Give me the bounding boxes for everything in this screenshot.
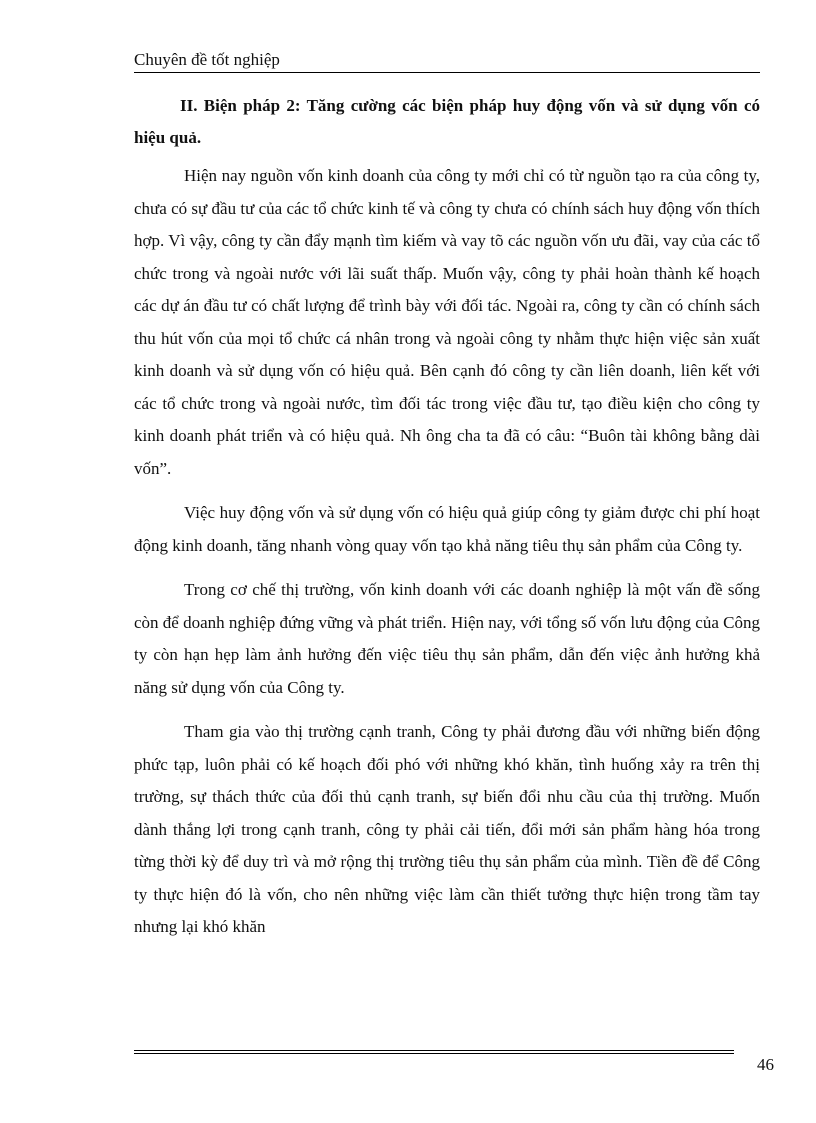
paragraph-2: Việc huy động vốn và sử dụng vốn có hiệu quả giúp công ty giảm được chi phí hoạt động kinh doanh, tăng nhanh vòng quay vốn tạo khả năng tiêu thụ sản phẩm của Công ty. bbox=[134, 503, 760, 555]
header-title: Chuyên đề tốt nghiệp bbox=[134, 50, 280, 69]
paragraph-1: Hiện nay nguồn vốn kinh doanh của công ty mới chỉ có từ nguồn tạo ra của công ty, chưa có sự đầu tư của các tổ chức kinh tế và công ty chưa có chính sách huy động vốn thích hợp. Vì vậy, công ty cần đẩy mạnh tìm kiếm và vay tõ các nguồn vốn ưu đãi, vay của các tổ chức trong và ngoài nước với lãi suất thấp. Muốn vậy, công ty phải hoàn thành kế hoạch các dự án đầu tư có chất lượng để trình bày với đối tác. Ngoài ra, công ty cần có chính sách thu hút vốn của mọi tổ chức cá nhân trong và ngoài công ty nhằm thực hiện việc sản xuất kinh doanh và sử dụng vốn có hiệu quả. Bên cạnh đó công ty cần liên doanh, liên kết với các tổ chức trong và ngoài nước, tìm đối tác trong việc đầu tư, tạo điều kiện cho công ty kinh doanh phát triển và có hiệu quả. Nh ông cha ta đã có câu: “Buôn tài không bằng dài vốn”. bbox=[134, 166, 760, 478]
page-body bbox=[134, 90, 760, 956]
section-heading: II. Biện pháp 2: Tăng cường các biện pháp huy động vốn và sử dụng vốn có hiệu quả. bbox=[134, 96, 760, 147]
footer-divider bbox=[134, 1050, 734, 1054]
paragraph-4: Tham gia vào thị trường cạnh tranh, Công ty phải đương đầu với những biến động phức tạp, luôn phải có kế hoạch đối phó với những khó khăn, tình huống xảy ra trên thị trường, sự thách thức của đối thủ cạnh tranh, sự biến đổi nhu cầu của thị trường. Muốn dành thắng lợi trong cạnh tranh, công ty phải cải tiến, đổi mới sản phẩm hàng hóa trong từng thời kỳ để duy trì và mở rộng thị trường tiêu thụ sản phẩm của mình. Tiền đề để Công ty thực hiện đó là vốn, cho nên những việc làm cần thiết tưởng thực hiện trong tầm tay nhưng lại khó khăn bbox=[134, 722, 760, 936]
page-number: 46 bbox=[757, 1055, 774, 1074]
document-header bbox=[134, 49, 760, 73]
paragraph-3: Trong cơ chế thị trường, vốn kinh doanh với các doanh nghiệp là một vấn đề sống còn để doanh nghiệp đứng vững và phát triển. Hiện nay, với tổng số vốn lưu động của Công ty còn hạn hẹp làm ảnh hưởng đến việc tiêu thụ sản phẩm, dẫn đến việc ảnh hưởng khả năng sử dụng vốn của Công ty. bbox=[134, 580, 760, 697]
